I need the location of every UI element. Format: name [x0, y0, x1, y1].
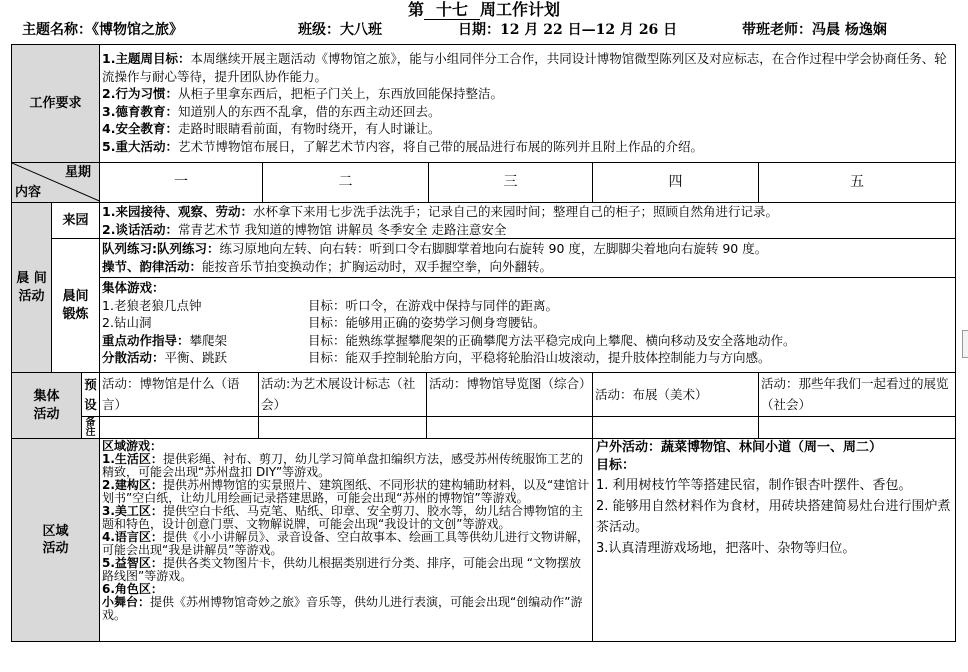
- theme-name: 主题名称：《博物馆之旅》: [22, 22, 183, 38]
- collective-note-row: [12, 417, 956, 439]
- arrive-content: 1.来园接待、观察、劳动：水杯拿下来用七步洗手法洗手；记录自己的来园时间；整理自己的柜子；照顾自然角进行记录。 2.谈话活动：常青艺术节 我知道的博物馆 讲解员 冬季安全 走路注意安全: [100, 203, 956, 239]
- requirement-item: 2.行为习惯：从柜子里拿东西后，把柜子门关上，东西放回能保持整洁。: [102, 86, 503, 101]
- plan-tue: 活动:为艺术展设计标志（社会）: [259, 373, 427, 417]
- plan-fri: 活动：那些年我们一起看过的展览（社会）: [759, 373, 956, 417]
- page-title: 第 十七 周工作计划: [407, 0, 561, 19]
- collective-plan-row: [12, 373, 956, 417]
- day-header-row: [12, 163, 956, 203]
- area-row: [12, 439, 956, 642]
- content-header-label: 内容: [15, 184, 42, 200]
- requirements-label: 工作要求: [12, 45, 100, 163]
- morning-label: 晨 间 活动: [12, 203, 52, 373]
- requirements-content: [100, 45, 956, 163]
- exercise-content: 队列练习:队列练习：练习原地向左转、向右转：听到口令右脚脚掌着地向右旋转 90 度，左脚脚尖着地向右旋转 90 度。 操节、韵律活动：能按音乐节拍变换动作；扩胸运动时，双手握空拳，向外翻转。: [100, 239, 956, 278]
- teacher-names: 带班老师：冯晨 杨逸娴: [742, 22, 887, 38]
- note-wed: [427, 417, 593, 439]
- requirements-row: [12, 45, 956, 163]
- date-range: 日期：12 月 22 日—12 月 26 日: [458, 22, 678, 38]
- day-mon: 一: [100, 163, 263, 203]
- day-thu: 四: [593, 163, 759, 203]
- plan-label: 预设: [82, 373, 100, 417]
- collective-label: 集体 活动: [12, 373, 82, 439]
- day-tue: 二: [263, 163, 429, 203]
- area-content: 区域游戏： 1.生活区：提供彩绳、衬布、剪刀，幼儿学习简单盘扣编织方法，感受苏州传统服饰工艺的精致，可能会出现“苏州盘扣 DIY”等游戏。 2.建构区：提供苏州博物馆的实景照片、建筑图纸、不同形状的建构辅助材料，以及“建馆计划书”空白纸，让幼儿用绘画记录搭建思路，可能会出现“苏州的博物馆”等游戏。 3.美工区：提供空白卡纸、马克笔、贴纸、印章、安全剪刀、胶水等，幼儿结合博物馆的主题和特色，设计创意门票、文物解说牌，可能会出现“我设计的文创”等游戏。 4.语言区：提供《小小讲解员》、录音设备、空白故事本、绘画工具等供幼儿进行文物讲解，可能会出现“我是讲解员”等游戏。 5.益智区：提供各类文物图片卡，供幼儿根据类别进行分类、排序，可能会出现 “文物摆放路线图”等游戏。 6.角色区： 小舞台：提供《苏州博物馆奇妙之旅》音乐等，供幼儿进行表演，可能会出现“创编动作”游戏。: [100, 439, 593, 642]
- outdoor-content: 户外活动：蔬菜博物馆、林间小道（周一、周二） 目标： 1. 利用树枝竹竿等搭建民宿，制作银杏叶摆件、香包。 2. 能够用自然材料作为食材，用砖块搭建简易灶台进行围炉煮茶活动。 3.认真清理游戏场地，把落叶、杂物等归位。: [593, 439, 956, 642]
- area-label: 区域 活动: [12, 439, 100, 642]
- day-wed: 三: [429, 163, 593, 203]
- note-fri: [759, 417, 956, 439]
- note-tue: [259, 417, 427, 439]
- morning-arrive-row: [12, 203, 956, 239]
- requirement-item: 4.安全教育：走路时眼睛看前面，有物时绕开，有人时谦让。: [102, 121, 441, 136]
- week-number: 十七: [424, 1, 480, 20]
- games-content: 集体游戏： 1.老狼老狼几点钟 目标：听口令，在游戏中保持与同伴的距离。 2.钻山洞 目标：能够用正确的姿势学习侧身弯腰钻。 重点动作指导：攀爬架 目标：能熟练掌握攀爬架的正确攀爬方法平稳完成向上攀爬、横向移动及安全落地动作。 分散活动：平衡、跳跃 目标：能双手控制轮胎方向，平稳将轮胎沿山坡滚动，提升肢体控制能力与方向感。: [100, 278, 956, 373]
- day-header-label: 星期: [65, 165, 92, 180]
- requirement-item: 5.重大活动：艺术节博物馆布展日，了解艺术节内容，将自己带的展品进行布展的陈列并且附上作品的介绍。: [102, 138, 703, 154]
- requirement-item: 3.德育教育：知道别人的东西不乱拿，借的东西主动还回去。: [102, 103, 441, 119]
- arrive-label: 来园: [52, 203, 100, 239]
- morning-games-row: [12, 278, 956, 373]
- class-name: 班级：大八班: [298, 22, 382, 38]
- note-thu: [593, 417, 759, 439]
- plan-wed: 活动：博物馆导览图（综合）: [427, 373, 593, 417]
- exercise-label: 晨间 锻炼: [52, 239, 100, 373]
- morning-exercise-row: [12, 239, 956, 278]
- note-label: 备注: [82, 417, 100, 439]
- day-fri: 五: [759, 163, 956, 203]
- plan-mon: 活动：博物馆是什么（语言）: [100, 373, 259, 417]
- requirement-item: 1.主题周目标：本周继续开展主题活动《博物馆之旅》，能与小组同伴分工合作，共同设计博物馆微型陈列区及对应标志，在合作过程中学会协商任务、轮流操作与耐心等待，提升团队协作能力。: [102, 51, 947, 84]
- day-header-corner: [12, 163, 100, 203]
- scrollbar-handle[interactable]: [962, 330, 968, 358]
- weekly-plan-table: [11, 44, 956, 642]
- plan-thu: 活动：布展（美术）: [593, 373, 759, 417]
- note-mon: [100, 417, 259, 439]
